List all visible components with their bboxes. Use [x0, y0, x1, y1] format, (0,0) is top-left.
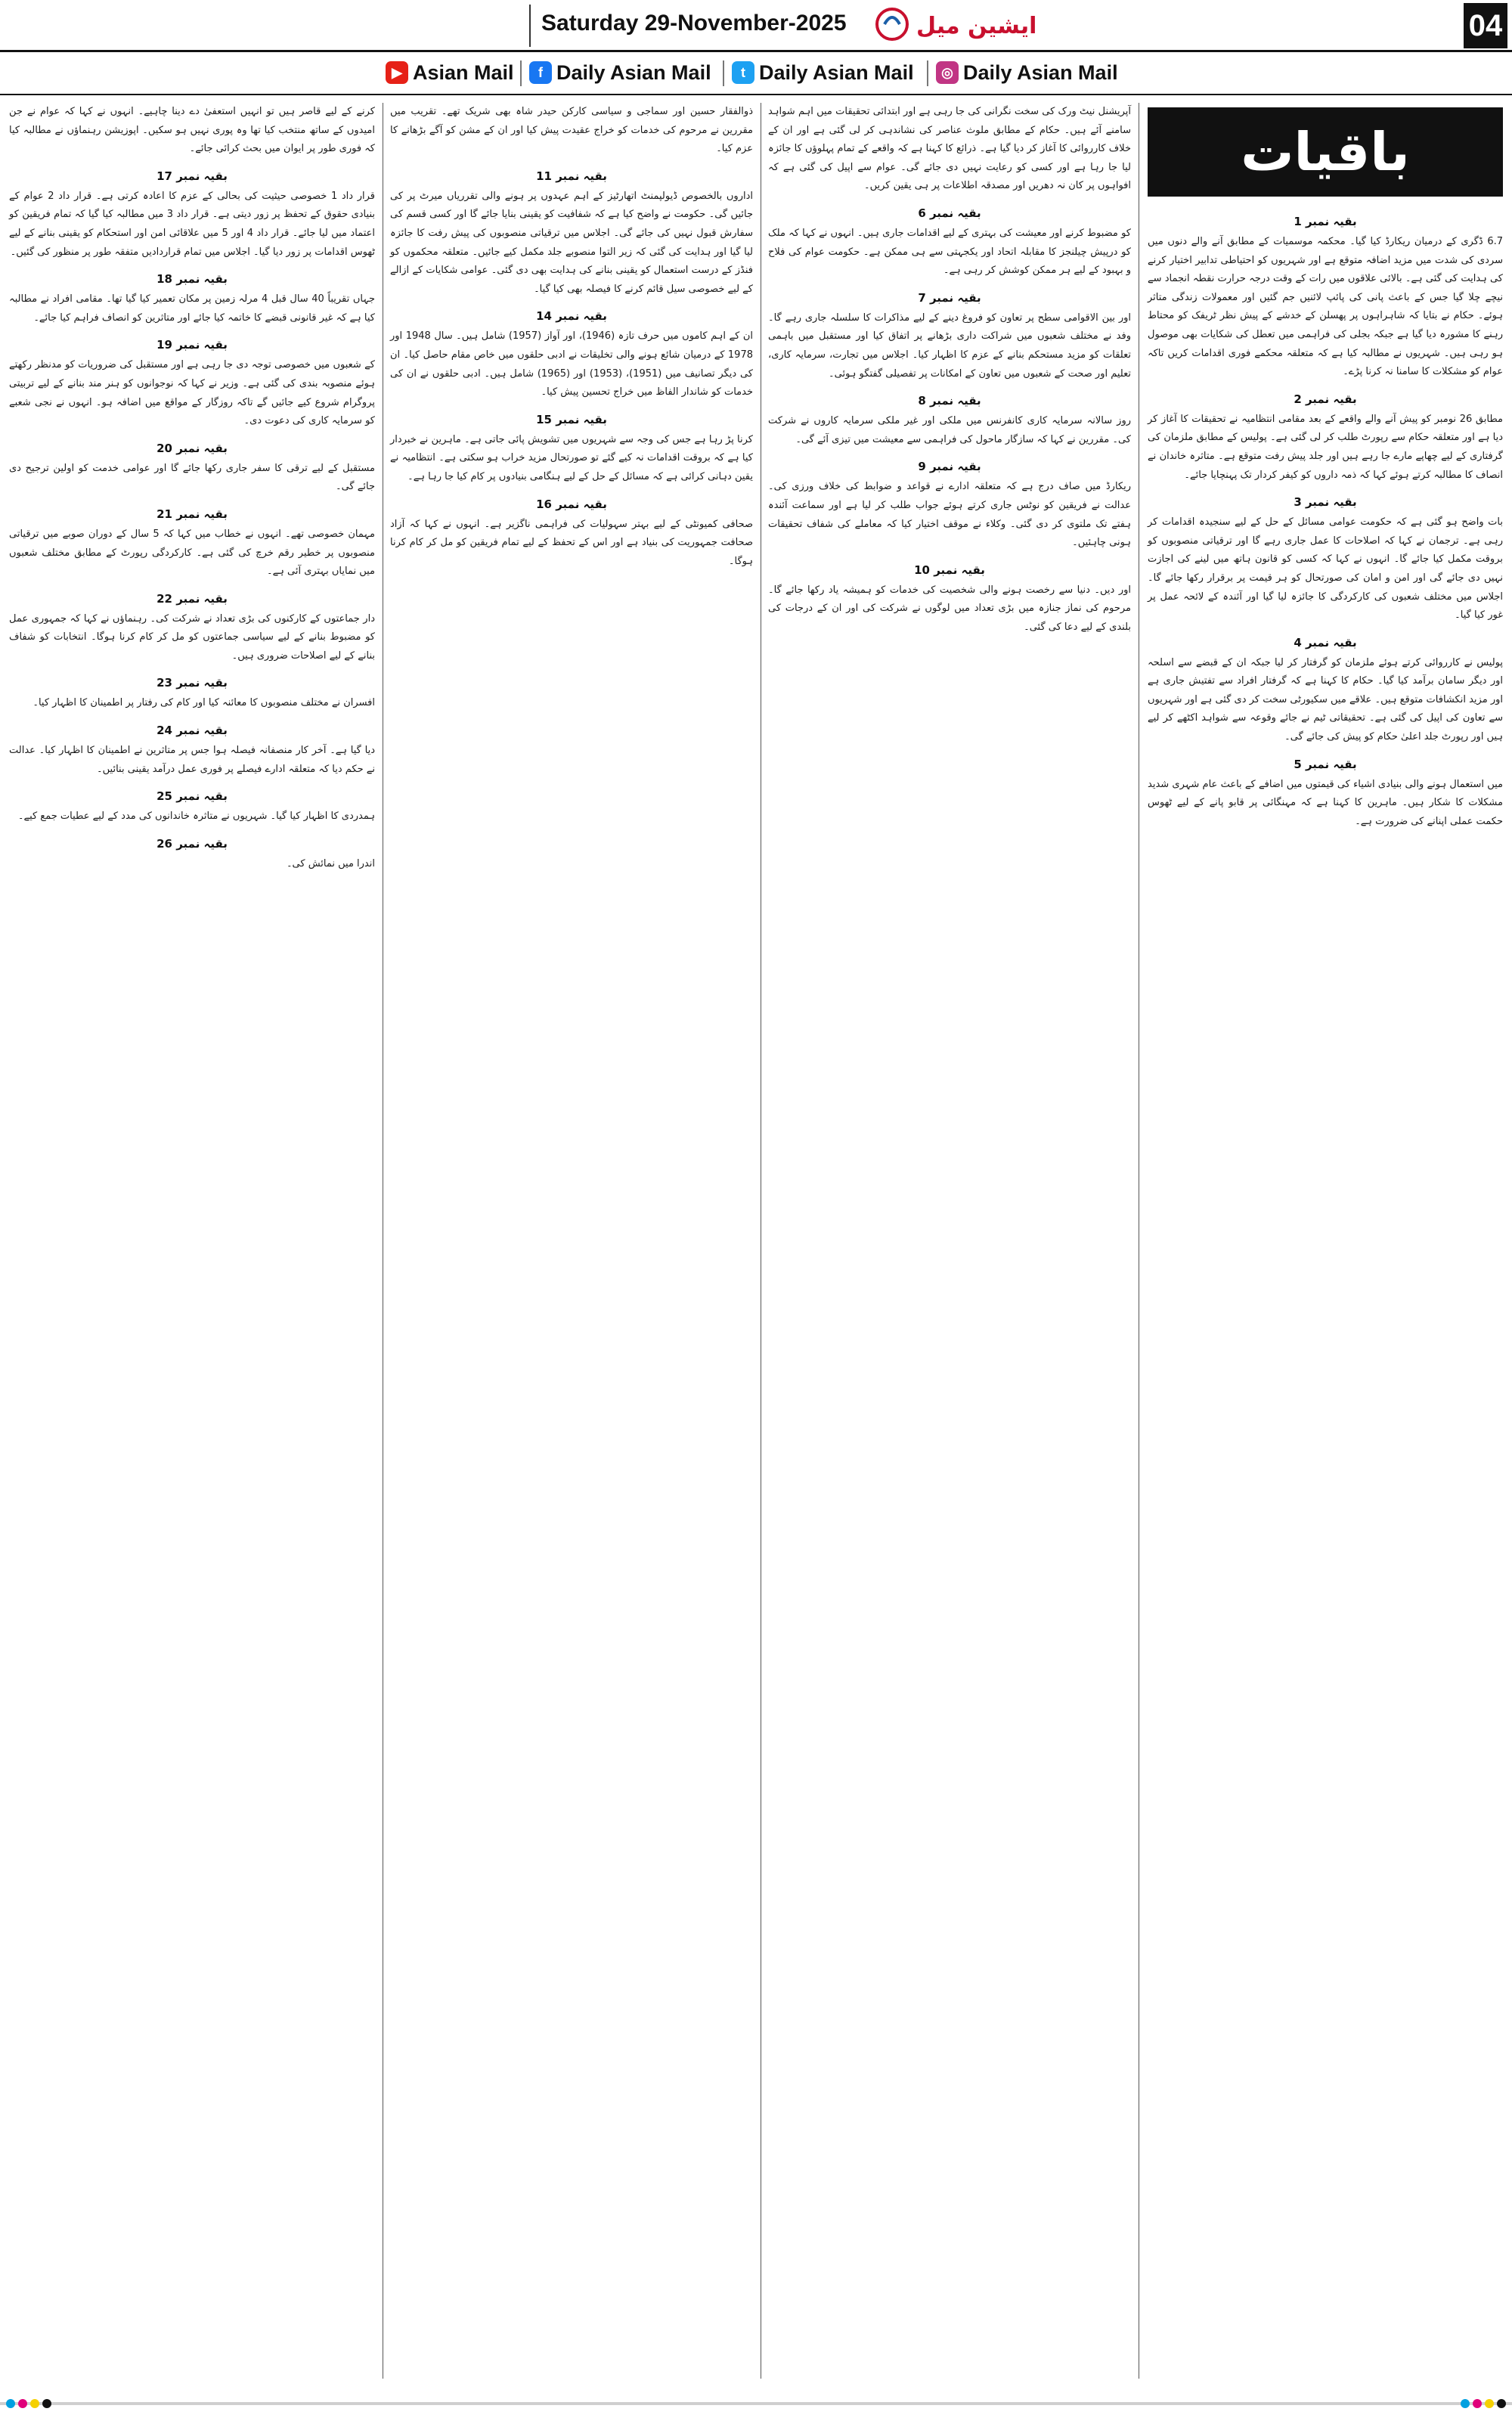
continuation-heading: بقیہ نمبر 6 — [918, 206, 981, 220]
continuation-heading: بقیہ نمبر 5 — [1294, 757, 1357, 771]
continuation-text: کرنا پڑ رہا ہے جس کی وجہ سے شہریوں میں تشویش پائی جاتی ہے۔ ماہرین نے خبردار کیا ہے کہ بروقت اقدامات نہ کیے گئے تو صورتحال مزید خراب ہو سکتی ہے۔ انتظامیہ نے یقین دہانی کرائی ہے کہ مسائل کے حل کے لیے ہنگامی بنیادوں پر کام کیا جا رہا ہے۔ — [390, 433, 753, 482]
continuation-item — [9, 592, 375, 666]
continuation-text: کرنے کے لیے قاصر ہیں تو انہیں استعفیٰ دے دینا چاہیے۔ انہوں نے کہا کہ عوام نے جن امیدوں کے ساتھ منتخب کیا تھا وہ پوری نہیں ہو سکیں۔ اپوزیشن رہنماؤں نے مطالبہ کیا کہ فوری طور پر ایوان میں بحث کرائی جائے۔ — [9, 106, 375, 155]
continuation-item — [390, 103, 753, 159]
continuation-item — [9, 724, 375, 779]
continuation-heading: بقیہ نمبر 8 — [918, 394, 981, 408]
continuation-item — [9, 507, 375, 581]
social-label-instagram: Daily Asian Mail — [963, 60, 1118, 84]
issue-date: Saturday 29-November-2025 — [541, 11, 847, 36]
continuation-text: دیا گیا ہے۔ آخر کار منصفانہ فیصلہ ہوا جس پر متاثرین نے اطمینان کا اظہار کیا۔ عدالت نے حکم دیا کہ متعلقہ ادارے فیصلے پر فوری عمل درآمد یقینی بنائیں۔ — [9, 745, 375, 775]
social-label-facebook: Daily Asian Mail — [556, 60, 711, 84]
continuation-item — [390, 169, 753, 299]
continuation-text: جہاں تقریباً 40 سال قبل 4 مرلہ زمین پر مکان تعمیر کیا گیا تھا۔ مقامی افراد نے مطالبہ کیا ہے کہ غیر قانونی قبضے کا خاتمہ کیا جائے اور متاثرین کو انصاف فراہم کیا جائے۔ — [9, 293, 375, 324]
continuation-text: کے شعبوں میں خصوصی توجہ دی جا رہی ہے اور مستقبل کی ضروریات کو مدنظر رکھتے ہوئے منصوبہ بندی کی گئی ہے۔ وزیر نے کہا کہ نوجوانوں کو ہنر مند بنانے کے لیے تربیتی پروگرام شروع کیے جائیں گے تاکہ روزگار کے مواقع میں اضافہ ہو۔ انہوں نے نجی شعبے کو سرمایہ کاری کی دعوت دی۔ — [9, 359, 375, 427]
column-body — [1148, 215, 1503, 2389]
continuation-text: آپریشنل نیٹ ورک کی سخت نگرانی کی جا رہی ہے اور ابتدائی تحقیقات میں اہم شواہد سامنے آئے ہیں۔ حکام کے مطابق ملوث عناصر کی نشاندہی کر لی گئی ہے اور ان کے خلاف کارروائی کا آغاز کر دیا گیا ہے۔ ذرائع کا کہنا ہے کہ واقعے کے تمام پہلوؤں کا جائزہ لیا جا رہا ہے اور کسی کو رعایت نہیں دی جائے گی۔ عوام سے اپیل کی گئی ہے کہ افواہوں پر کان نہ دھریں اور مصدقہ اطلاعات پر ہی یقین کریں۔ — [768, 106, 1131, 192]
continuation-text: کو مضبوط کرنے اور معیشت کی بہتری کے لیے اقدامات جاری ہیں۔ انہوں نے کہا کہ ملک کو درپیش چیلنجز کا مقابلہ اتحاد اور یکجہتی سے ہی ممکن ہے۔ حکومت عوام کی فلاح و بہبود کے لیے ہر ممکن کوشش کر رہی ہے۔ — [768, 227, 1131, 277]
registration-mark — [1485, 2399, 1494, 2408]
continuation-item — [390, 309, 753, 401]
social-instagram[interactable] — [936, 57, 1118, 88]
continuation-heading: بقیہ نمبر 15 — [536, 412, 607, 426]
continuation-heading: بقیہ نمبر 26 — [156, 836, 228, 851]
continuation-text: اندرا میں نمائش کی۔ — [286, 857, 375, 869]
print-registration-bar — [0, 2398, 1512, 2409]
page-number: 04 — [1464, 3, 1507, 48]
continuation-heading: بقیہ نمبر 10 — [914, 563, 985, 577]
social-youtube[interactable] — [386, 57, 514, 88]
column-3 — [390, 103, 753, 2379]
continuation-text: ریکارڈ میں صاف درج ہے کہ متعلقہ ادارے نے قواعد و ضوابط کی خلاف ورزی کی۔ عدالت نے فریقین کو نوٹس جاری کرتے ہوئے جواب طلب کر لیا ہے اور سماعت آئندہ ہفتے تک ملتوی کر دی گئی۔ وکلاء نے موقف اختیار کیا کہ معاملے کی شفاف تحقیقات ہونی چاہئیں۔ — [768, 481, 1131, 549]
continuation-heading: بقیہ نمبر 9 — [918, 460, 981, 474]
continuation-heading: بقیہ نمبر 2 — [1294, 392, 1357, 406]
social-facebook[interactable] — [529, 57, 711, 88]
continuation-item — [9, 837, 375, 874]
continuation-text: قرار داد 1 خصوصی حیثیت کی بحالی کے عزم کا اعادہ کرتی ہے۔ قرار داد 2 عوام کے بنیادی حقوق کے تحفظ پر زور دیتی ہے۔ قرار داد 3 میں مطالبہ کیا گیا کہ تمام فریقین کو اعتماد میں لیا جائے۔ قرار داد 4 اور 5 میں علاقائی امن اور استحکام کو یقینی بنانے کے لیے ٹھوس اقدامات پر زور دیا گیا۔ اجلاس میں تمام قراردادیں متفقہ طور پر منظور کی گئیں۔ — [9, 190, 375, 258]
section-title: باقیات — [1148, 107, 1503, 197]
youtube-icon: ▶ — [386, 61, 408, 84]
continuation-item — [9, 338, 375, 430]
continuation-text: صحافی کمیونٹی کے لیے بہتر سہولیات کی فراہمی ناگزیر ہے۔ انہوں نے کہا کہ آزاد صحافت جمہوریت کی بنیاد ہے اور اس کے تحفظ کے لیے تمام فریقین کو مل کر کام کرنا ہوگا۔ — [390, 518, 753, 567]
logo-icon — [871, 2, 1037, 48]
social-twitter[interactable] — [732, 57, 914, 88]
continuation-text: میں استعمال ہونے والی بنیادی اشیاء کی قیمتوں میں اضافے کے باعث عام شہری شدید مشکلات کا شکار ہیں۔ ماہرین کا کہنا ہے کہ مہنگائی پر قابو پانے کے لیے ٹھوس حکمت عملی اپنانے کی ضرورت ہے۔ — [1148, 778, 1503, 827]
continuation-item — [9, 272, 375, 327]
column-4 — [9, 103, 375, 2379]
continuation-text: اور بین الاقوامی سطح پر تعاون کو فروغ دینے کے لیے مذاکرات کا سلسلہ جاری رہے گا۔ وفد نے مختلف شعبوں میں شراکت داری بڑھانے پر اتفاق کیا اور مستقبل میں باہمی تعلقات کو مزید مستحکم بنانے کے عزم کا اظہار کیا۔ اجلاس میں تجارت، سرمایہ کاری، تعلیم اور صحت کے شعبوں میں تعاون کے امکانات پر تفصیلی گفتگو ہوئی۔ — [768, 312, 1131, 380]
column-body — [390, 103, 753, 2379]
continuation-text: روز سالانہ سرمایہ کاری کانفرنس میں ملکی اور غیر ملکی سرمایہ کاروں نے شرکت کی۔ مقررین نے کہا کہ سازگار ماحول کی فراہمی سے معیشت میں تیزی آئے گی۔ — [768, 415, 1131, 445]
continuation-heading: بقیہ نمبر 20 — [156, 441, 228, 455]
continuation-item — [1148, 215, 1503, 382]
registration-mark — [42, 2399, 51, 2408]
column-2 — [768, 103, 1131, 2379]
continuation-heading: بقیہ نمبر 7 — [918, 290, 981, 305]
continuation-text: 6.7 ڈگری کے درمیان ریکارڈ کیا گیا۔ محکمہ موسمیات کے مطابق آنے والے دنوں میں سردی کی شدت میں مزید اضافہ متوقع ہے اور شہریوں کو احتیاطی تدابیر اختیار کرنے کی ہدایت کی گئی ہے۔ بالائی علاقوں میں رات کے وقت درجہ حرارت نقطہ انجماد سے نیچے چلا گیا جس کے باعث پانی کی پائپ لائنیں جم گئیں اور معمولات زندگی متاثر ہوئے۔ حکام نے بتایا کہ شاہراہوں پر پھسلن کے خدشے کے پیش نظر ٹریفک کو محتاط رہنے کا مشورہ دیا گیا ہے جبکہ بجلی کی فراہمی میں تعطل کی شکایات بھی موصول ہو رہی ہیں۔ شہریوں نے مطالبہ کیا ہے کہ متعلقہ محکمے فوری اقدامات کریں تاکہ عوام کو مشکلات کا سامنا نہ کرنا پڑے۔ — [1148, 236, 1503, 378]
continuation-heading: بقیہ نمبر 1 — [1294, 215, 1357, 228]
registration-mark — [1461, 2399, 1470, 2408]
continuation-heading: بقیہ نمبر 24 — [156, 724, 228, 738]
social-label-twitter: Daily Asian Mail — [759, 60, 914, 84]
continuation-item — [1148, 495, 1503, 625]
continuation-text: بات واضح ہو گئی ہے کہ حکومت عوامی مسائل کے حل کے لیے سنجیدہ اقدامات کر رہی ہے۔ ترجمان نے کہا کہ اصلاحات کا عمل جاری رہے گا اور ترقیاتی منصوبوں کو بروقت مکمل کیا جائے گا۔ انہوں نے کہا کہ کسی کو قانون ہاتھ میں لینے کی اجازت نہیں دی جائے گی اور امن و امان کی صورتحال کو ہر قیمت پر برقرار رکھا جائے گا۔ اجلاس میں مختلف شعبوں کی کارکردگی کا جائزہ لیا گیا اور آئندہ کے لائحہ عمل پر غور کیا گیا۔ — [1148, 516, 1503, 621]
continuation-text: مہمان خصوصی تھے۔ انہوں نے خطاب میں کہا کہ 5 سال کے دوران صوبے میں ترقیاتی منصوبوں پر خطیر رقم خرچ کی گئی ہے۔ کارکردگی رپورٹ کے مطابق مختلف شعبوں میں نمایاں بہتری آئی ہے۔ — [9, 528, 375, 578]
continuation-heading: بقیہ نمبر 22 — [156, 591, 228, 606]
continuation-text: مطابق 26 نومبر کو پیش آنے والے واقعے کے بعد مقامی انتظامیہ نے تحقیقات کا آغاز کر دیا ہے اور متعلقہ حکام سے رپورٹ طلب کر لی گئی ہے۔ پولیس کے مطابق ملزمان کی گرفتاری کے لیے چھاپے مارے جا رہے ہیں اور جلد پیش رفت متوقع ہے۔ متاثرہ خاندان نے انصاف کا مطالبہ کرتے ہوئے کہا کہ ذمہ داروں کو کیفر کردار تک پہنچایا جائے۔ — [1148, 413, 1503, 481]
continuation-item — [9, 676, 375, 713]
column-body — [9, 103, 375, 2379]
continuation-item — [768, 206, 1131, 281]
registration-mark — [6, 2399, 15, 2408]
continuation-item — [768, 460, 1131, 552]
continuation-heading: بقیہ نمبر 19 — [156, 338, 228, 352]
column-body — [768, 103, 1131, 2379]
continuation-heading: بقیہ نمبر 11 — [536, 169, 607, 183]
continuation-heading: بقیہ نمبر 3 — [1294, 495, 1357, 510]
continuation-item — [9, 442, 375, 497]
instagram-icon: ◎ — [936, 61, 959, 84]
continuation-heading: بقیہ نمبر 18 — [156, 272, 228, 287]
continuation-item — [1148, 758, 1503, 832]
continuation-item — [1148, 392, 1503, 485]
registration-mark — [1497, 2399, 1506, 2408]
header-rule — [0, 50, 1512, 52]
social-divider — [927, 60, 928, 86]
registration-mark — [18, 2399, 27, 2408]
continuation-item — [390, 413, 753, 487]
continuation-text: مستقبل کے لیے ترقی کا سفر جاری رکھا جائے گا اور عوامی خدمت کو اولین ترجیح دی جائے گی۔ — [9, 462, 375, 493]
continuation-text: پولیس نے کارروائی کرتے ہوئے ملزمان کو گرفتار کر لیا جبکہ ان کے قبضے سے اسلحہ اور دیگر سامان برآمد کیا گیا۔ حکام کا کہنا ہے کہ گرفتار افراد سے تفتیش جاری ہے اور مزید انکشافات متوقع ہیں۔ علاقے میں سکیورٹی سخت کر دی گئی ہے اور شہریوں سے تعاون کی اپیل کی گئی ہے۔ تحقیقاتی ٹیم نے جائے وقوعہ سے شواہد اکٹھے کر لیے ہیں اور رپورٹ جلد اعلیٰ حکام کو پیش کی جائے گی۔ — [1148, 656, 1504, 743]
continuation-item — [1148, 636, 1503, 747]
continuation-heading: بقیہ نمبر 16 — [536, 497, 607, 511]
continuation-text: ان کے اہم کاموں میں حرف تازہ (1946)، اور آواز (1957) شامل ہیں۔ سال 1948 اور 1978 کے درمیان شائع ہونے والی تخلیقات نے ادبی حلقوں میں خاص مقام حاصل کیا۔ ان کی دیگر تصانیف میں (1951)، (1953) اور (1965) شامل ہیں۔ ادبی حلقوں نے ان کی خدمات کو شاندار الفاظ میں خراج تحسین پیش کیا۔ — [390, 330, 753, 398]
continuation-text: اداروں بالخصوص ڈیولپمنٹ اتھارٹیز کے اہم عہدوں پر ہونے والی تقرریاں میرٹ پر کی جائیں گی۔ حکومت نے واضح کیا ہے کہ شفافیت کو یقینی بنایا جائے گا اور کسی قسم کی سفارش قبول نہیں کی جائے گی۔ اجلاس میں ترقیاتی منصوبوں کی پیش رفت کا جائزہ لیا گیا اور ہدایت کی گئی کہ زیر التوا منصوبے جلد مکمل کیے جائیں۔ متعلقہ محکموں کو فنڈز کے درست استعمال کو یقینی بنانے کی ہدایت بھی دی گئی۔ عوامی شکایات کے ازالے کے لیے خصوصی سیل قائم کرنے کا فیصلہ بھی کیا گیا۔ — [390, 190, 753, 295]
continuation-item — [768, 103, 1131, 196]
continuation-item — [768, 394, 1131, 449]
continuation-text: افسران نے مختلف منصوبوں کا معائنہ کیا اور کام کی رفتار پر اطمینان کا اظہار کیا۔ — [33, 697, 375, 709]
registration-mark — [1473, 2399, 1482, 2408]
twitter-icon: t — [732, 61, 754, 84]
continuation-heading: بقیہ نمبر 23 — [156, 676, 228, 690]
continuation-heading: بقیہ نمبر 17 — [156, 169, 228, 183]
continuation-text: ہمدردی کا اظہار کیا گیا۔ شہریوں نے متاثرہ خاندانوں کی مدد کے لیے عطیات جمع کیے۔ — [17, 811, 375, 823]
newspaper-logo — [871, 2, 1037, 48]
social-rule — [0, 94, 1512, 95]
continuation-item — [768, 291, 1131, 383]
continuation-item — [9, 169, 375, 262]
continuation-heading: بقیہ نمبر 4 — [1294, 635, 1357, 649]
logo-text: ایشین میل — [916, 13, 1037, 39]
continuation-item — [768, 563, 1131, 637]
continuation-item — [9, 103, 375, 159]
social-divider — [723, 60, 724, 86]
registration-mark — [30, 2399, 39, 2408]
continuation-heading: بقیہ نمبر 14 — [536, 309, 607, 324]
continuation-text: ذوالفقار حسین اور سماجی و سیاسی کارکن حیدر شاہ بھی شریک تھے۔ تقریب میں مقررین نے مرحوم کی خدمات کو خراج عقیدت پیش کیا اور ان کے مشن کو آگے بڑھانے کا عزم کیا۔ — [390, 106, 753, 155]
column-1 — [1148, 204, 1503, 2379]
continuation-item — [9, 789, 375, 826]
social-divider — [520, 60, 522, 86]
facebook-icon: f — [529, 61, 552, 84]
continuation-text: دار جماعتوں کے کارکنوں کی بڑی تعداد نے شرکت کی۔ رہنماؤں نے کہا کہ جمہوری عمل کو مضبوط بنانے کے لیے سیاسی جماعتوں کو مل کر کام کرنا ہوگا۔ انتخابات کو شفاف بنانے کے لیے اصلاحات ضروری ہیں۔ — [9, 612, 375, 662]
continuation-heading: بقیہ نمبر 21 — [156, 507, 228, 521]
social-label-youtube: Asian Mail — [413, 60, 514, 84]
continuation-item — [390, 498, 753, 572]
continuation-heading: بقیہ نمبر 25 — [156, 789, 228, 804]
continuation-text: اور دیں۔ دنیا سے رخصت ہونے والی شخصیت کی خدمات کو ہمیشہ یاد رکھا جائے گا۔ مرحوم کی نماز جنازہ میں بڑی تعداد میں لوگوں نے شرکت کی اور ان کے درجات کی بلندی کے لیے دعا کی گئی۔ — [768, 584, 1131, 633]
